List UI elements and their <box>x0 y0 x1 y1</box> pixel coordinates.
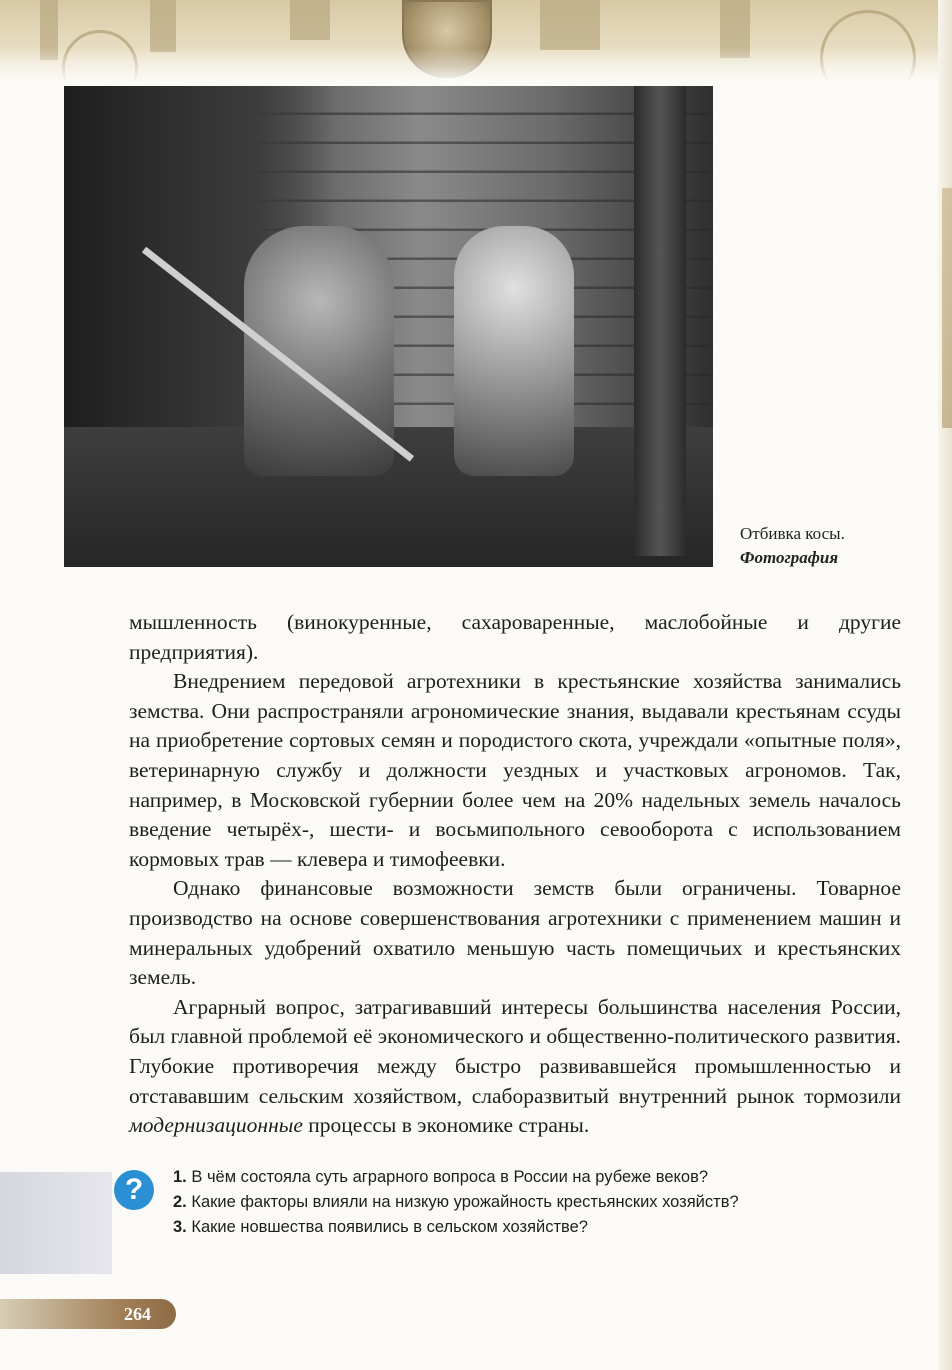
paragraph-4-italic: модернизационные <box>129 1113 303 1138</box>
paragraph-4 <box>129 993 901 1141</box>
paragraph-2: Внедрением передовой агротехники в крестьянские хозяйства занимались земства. Они распространяли агрономические знания, выдавали крестьянам ссуды на приобретение сортовых семян и породистого скота, учреждали «опытные поля», ветеринарную службу и должности уездных и участковых агрономов. Так, например, в Московской губернии более чем на 20% надельных земель началось введение четырёх-, шести- и восьмипольного севооборота с использованием кормовых трав — клевера и тимофеевки. <box>129 669 901 871</box>
page-edge <box>938 0 952 1370</box>
questions-strip <box>0 1172 112 1274</box>
paragraph-3: Однако финансовые возможности земств были ограничены. Товарное производство на основе совершенствования агротехники с применением машин и минеральных удобрений охватило меньшую часть помещичьих и крестьянских земель. <box>129 876 901 990</box>
caption-type: Фотография <box>740 548 839 567</box>
question-number: 2. <box>173 1193 187 1211</box>
question-number: 1. <box>173 1168 187 1186</box>
question-number: 3. <box>173 1218 187 1236</box>
question-item <box>173 1215 903 1240</box>
paragraph-4-start: Аграрный вопрос, затрагивавший интересы большинства населения России, был главной проблемой её экономического и общественно-политического развития. Глубокие противоречия между быстро развивавшейся промышленностью и отстававшим сельским хозяйством, слаборазвитый внутренний рынок тормозили <box>129 994 901 1108</box>
question-item <box>173 1190 903 1215</box>
paragraph-1: мышленность (винокуренные, сахароваренные, маслобойные и другие предприятия). <box>129 610 901 664</box>
question-item <box>173 1165 903 1190</box>
paragraph-4-end: процессы в экономике страны. <box>302 1113 590 1138</box>
question-text: Какие новшества появились в сельском хозяйстве? <box>186 1218 588 1236</box>
photo-caption <box>740 522 930 570</box>
question-mark-icon: ? <box>114 1170 154 1210</box>
question-text: В чём состояла суть аграрного вопроса в России на рубеже веков? <box>186 1168 709 1186</box>
body-text <box>129 608 901 1141</box>
page-number: 264 <box>124 1304 151 1324</box>
photo-scythe-sharpening <box>64 86 713 567</box>
questions-list <box>173 1165 903 1240</box>
question-text: Какие факторы влияли на низкую урожайность крестьянских хозяйств? <box>186 1193 739 1211</box>
caption-title: Отбивка косы. <box>740 524 845 543</box>
decorative-header <box>0 0 952 82</box>
